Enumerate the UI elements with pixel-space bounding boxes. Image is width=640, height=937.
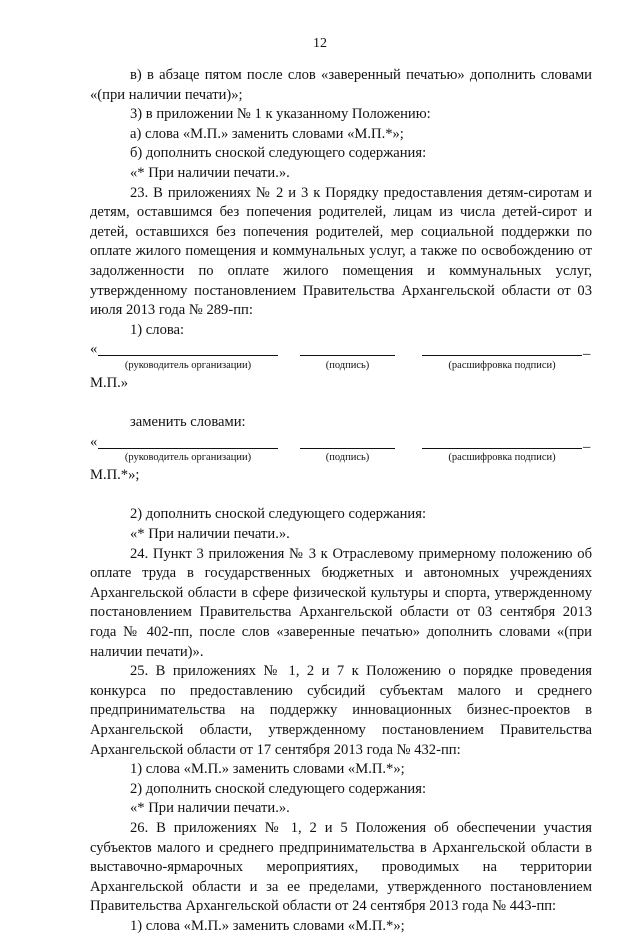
caption-decoding: (расшифровка подписи) bbox=[448, 359, 556, 371]
paragraph-23-2: 2) дополнить сноской следующего содержания: bbox=[130, 506, 427, 523]
page-number: 12 bbox=[313, 36, 327, 51]
paragraph-26-1: 1) слова «М.П.» заменить словами «М.П.*»; bbox=[130, 917, 405, 934]
paragraph-25-1: 1) слова «М.П.» заменить словами «М.П.*»; bbox=[130, 761, 405, 778]
paragraph-25-2: 2) дополнить сноской следующего содержания: bbox=[130, 780, 427, 797]
paragraph-26: 26. В приложениях № 1, 2 и 5 Положения об обеспечении участия субъектов малого и среднего предпринимательства в Архангельской области в выставочно-ярмарочных мероприятиях, проводимых на территории Архангельской области и за ее пределами, утвержденного постановлением Правительства Архангельской области от 24 сентября 2013 года № 443-пп: bbox=[90, 819, 592, 915]
blank-gap bbox=[90, 486, 592, 506]
document-body bbox=[90, 66, 592, 937]
signature-captions-before bbox=[90, 360, 592, 374]
blank-gap bbox=[90, 394, 592, 414]
seal-mark-before: М.П.» bbox=[90, 374, 129, 391]
open-quote: « bbox=[90, 433, 98, 450]
paragraph-25: 25. В приложениях № 1, 2 и 7 к Положению о порядке проведения конкурса по предоставлению субсидий субъектам малого и среднего предпринимательства на поддержку инновационных бизнес-проектов в Архангельской области, утвержденному постановлением Правительства Архангельской области от 17 сентября 2013 года № 432-пп: bbox=[90, 663, 592, 758]
open-quote: « bbox=[90, 341, 98, 358]
paragraph-replace-with: заменить словами: bbox=[130, 414, 246, 431]
seal-mark-after: М.П.*»; bbox=[90, 467, 140, 484]
footnote-text-3: «* При наличии печати.». bbox=[130, 800, 290, 817]
paragraph-24: 24. Пункт 3 приложения № 3 к Отраслевому примерному положению об оплате труда в государственных бюджетных и автономных учреждениях Архангельской области в сфере физической культуры и спорта, утвержденному постановлением Правительства Архангельской области от 03 сентября 2013 года № 402-пп, после слов «заверенные печатью» дополнить словами «(при наличии печати)». bbox=[90, 545, 592, 660]
close-mark: _ bbox=[583, 433, 591, 450]
paragraph-23: 23. В приложениях № 2 и 3 к Порядку предоставления детям-сиротам и детям, оставшимся без попечения родителей, лицам из числа детей-сирот и детей, оставшихся без попечения родителей, мер социальной поддержки по оплате жилого помещения и коммунальных услуг, а также по освобождению от задолженности по оплате жилого помещения и коммунальных услуг, утвержденному постановлением Правительства Архангельской области от 03 июля 2013 года № 289-пп: bbox=[90, 184, 592, 319]
caption-signature: (подпись) bbox=[325, 452, 370, 464]
footnote-text-1: «* При наличии печати.». bbox=[130, 164, 290, 181]
paragraph-3b: б) дополнить сноской следующего содержания: bbox=[130, 145, 427, 162]
caption-decoding: (расшифровка подписи) bbox=[448, 452, 556, 464]
caption-head: (руководитель организации) bbox=[124, 452, 252, 464]
signature-captions-after bbox=[90, 452, 592, 466]
footnote-text-2: «* При наличии печати.». bbox=[130, 526, 290, 543]
paragraph-3: 3) в приложении № 1 к указанному Положению: bbox=[130, 106, 431, 123]
caption-signature: (подпись) bbox=[325, 359, 370, 371]
paragraph-22v: в) в абзаце пятом после слов «заверенный печатью» дополнить словами «(при наличии печати)»; bbox=[90, 67, 592, 103]
caption-head: (руководитель организации) bbox=[124, 359, 252, 371]
paragraph-23-1: 1) слова: bbox=[130, 321, 185, 338]
close-mark: _ bbox=[583, 341, 591, 358]
paragraph-3a: а) слова «М.П.» заменить словами «М.П.*»; bbox=[130, 125, 404, 142]
